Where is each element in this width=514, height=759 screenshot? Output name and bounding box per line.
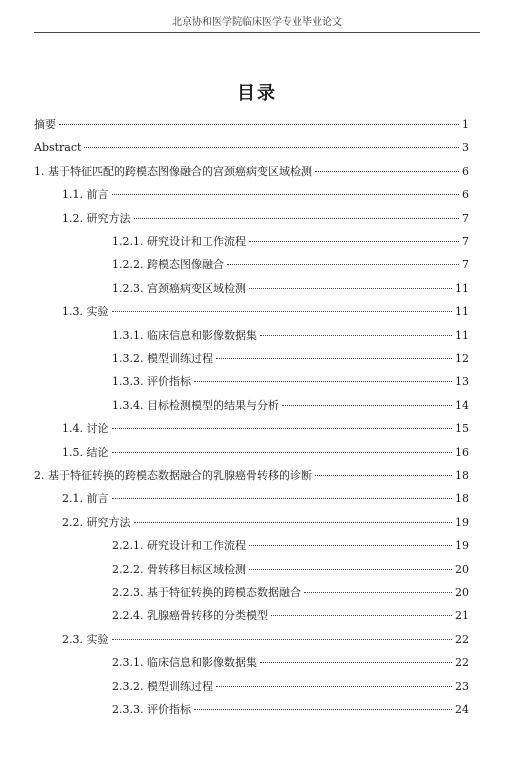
toc-entry-label: 1.3.3. 评价指标 (112, 375, 191, 389)
toc-page-number: 22 (455, 656, 469, 670)
toc-entry-label: 2.2. 研究方法 (62, 515, 131, 529)
toc-entry-label: 1.4. 讨论 (62, 422, 109, 436)
toc-entry-label: 1.3.1. 临床信息和影像数据集 (112, 328, 257, 342)
toc-leader-dots (249, 241, 459, 242)
toc-page-number: 12 (455, 352, 469, 365)
toc-entry-label: 2.2.1. 研究设计和工作流程 (112, 539, 246, 553)
toc-entry[interactable] (62, 516, 469, 530)
toc-entry-label: 2.3.1. 临床信息和影像数据集 (112, 656, 257, 670)
toc-leader-dots (134, 218, 460, 219)
toc-leader-dots (59, 124, 459, 125)
toc-leader-dots (227, 264, 459, 265)
toc-leader-dots (249, 569, 452, 570)
toc-entry-label: 1. 基于特征匹配的跨模态图像融合的宫颈癌病变区域检测 (34, 164, 312, 178)
toc-page-number: 3 (462, 141, 469, 155)
toc-entry-label: 1.5. 结论 (62, 445, 109, 459)
page-title: 目录 (237, 83, 277, 104)
toc-entry-label: 1.3. 实验 (62, 305, 109, 319)
toc-page-number: 7 (462, 258, 469, 272)
toc-page-number: 15 (455, 422, 469, 436)
toc-page-number: 16 (455, 445, 469, 459)
toc-page-number: 18 (455, 469, 469, 482)
header-rule (34, 32, 480, 33)
toc-entry[interactable] (62, 212, 469, 226)
toc-leader-dots (315, 171, 459, 172)
toc-entry[interactable] (34, 118, 469, 132)
toc-page-number: 14 (455, 398, 469, 412)
toc-entry[interactable] (112, 399, 469, 413)
toc-page-number: 21 (455, 609, 469, 623)
toc-entry[interactable] (34, 165, 469, 179)
toc-entry[interactable] (62, 492, 469, 506)
toc-entry[interactable] (34, 141, 469, 155)
toc-entry[interactable] (112, 329, 469, 343)
toc-entry[interactable] (112, 586, 469, 600)
toc-entry[interactable] (62, 446, 469, 460)
toc-entry-label: 摘要 (34, 118, 56, 131)
toc-entry-label: Abstract (34, 141, 82, 155)
toc-entry[interactable] (112, 258, 469, 272)
toc-leader-dots (112, 194, 460, 195)
toc-entry[interactable] (112, 235, 469, 249)
toc-entry[interactable] (62, 305, 469, 319)
toc-entry[interactable] (112, 656, 469, 670)
toc-entry[interactable] (34, 469, 469, 483)
toc-leader-dots (112, 639, 453, 640)
toc-leader-dots (112, 452, 453, 453)
toc-entry-label: 2.3.2. 模型训练过程 (112, 679, 213, 693)
toc-entry[interactable] (112, 352, 469, 366)
toc-entry-label: 1.2. 研究方法 (62, 211, 131, 225)
toc-entry-label: 1.2.1. 研究设计和工作流程 (112, 235, 246, 248)
toc-page-number: 7 (462, 235, 469, 248)
toc-leader-dots (282, 405, 452, 406)
toc-page-number: 11 (455, 281, 469, 295)
toc-leader-dots (304, 592, 452, 593)
toc-entry-label: 1.3.2. 模型训练过程 (112, 352, 213, 365)
toc-page-number: 18 (455, 492, 469, 506)
toc-leader-dots (112, 498, 453, 499)
toc-page-number: 1 (462, 118, 469, 131)
toc-entry-label: 1.2.2. 跨模态图像融合 (112, 258, 224, 272)
toc-leader-dots (112, 311, 453, 312)
toc-page-number: 7 (462, 211, 469, 225)
toc-entry[interactable] (112, 609, 469, 623)
toc-page-number: 23 (455, 679, 469, 693)
toc-entry[interactable] (112, 539, 469, 553)
toc-leader-dots (249, 545, 452, 546)
toc-leader-dots (134, 522, 453, 523)
toc-leader-dots (216, 358, 452, 359)
toc-entry-label: 1.3.4. 目标检测模型的结果与分析 (112, 398, 279, 412)
toc-page-number: 19 (455, 539, 469, 553)
toc-leader-dots (249, 288, 452, 289)
toc-page-number: 11 (455, 328, 469, 342)
toc-leader-dots (216, 686, 452, 687)
toc-leader-dots (315, 475, 452, 476)
toc-page-number: 6 (462, 188, 469, 202)
toc-entry-label: 2.3. 实验 (62, 632, 109, 646)
toc-page-number: 20 (455, 562, 469, 576)
toc-entry-label: 2. 基于特征转换的跨模态数据融合的乳腺癌骨转移的诊断 (34, 469, 312, 482)
toc-entry[interactable] (112, 680, 469, 694)
toc-page-number: 20 (455, 586, 469, 599)
toc-leader-dots (84, 147, 459, 148)
toc-entry[interactable] (62, 188, 469, 202)
toc-entry[interactable] (62, 422, 469, 436)
toc-entry-label: 2.2.3. 基于特征转换的跨模态数据融合 (112, 586, 301, 599)
toc-entry[interactable] (112, 375, 469, 389)
toc-leader-dots (271, 615, 452, 616)
toc-entry-label: 2.2.2. 骨转移目标区域检测 (112, 562, 246, 576)
toc-entry[interactable] (112, 703, 469, 717)
toc-entry[interactable] (112, 563, 469, 577)
toc-entry-label: 2.2.4. 乳腺癌骨转移的分类模型 (112, 609, 268, 623)
running-header: 北京协和医学院临床医学专业毕业论文 (172, 17, 342, 28)
toc-leader-dots (260, 662, 452, 663)
toc-entry[interactable] (112, 282, 469, 296)
toc-page-number: 19 (455, 515, 469, 529)
toc-page-number: 24 (455, 703, 469, 716)
toc-page-number: 6 (462, 164, 469, 178)
toc-leader-dots (194, 381, 452, 382)
toc-entry-label: 1.2.3. 宫颈癌病变区域检测 (112, 281, 246, 295)
toc-entry[interactable] (62, 633, 469, 647)
toc-leader-dots (112, 428, 453, 429)
toc-entry-label: 1.1. 前言 (62, 188, 109, 202)
toc-entry-label: 2.3.3. 评价指标 (112, 703, 191, 716)
toc-page-number: 13 (455, 375, 469, 389)
toc-page-number: 11 (455, 305, 469, 319)
toc-leader-dots (260, 335, 452, 336)
toc-leader-dots (194, 709, 452, 710)
toc-page-number: 22 (455, 632, 469, 646)
toc-entry-label: 2.1. 前言 (62, 492, 109, 506)
